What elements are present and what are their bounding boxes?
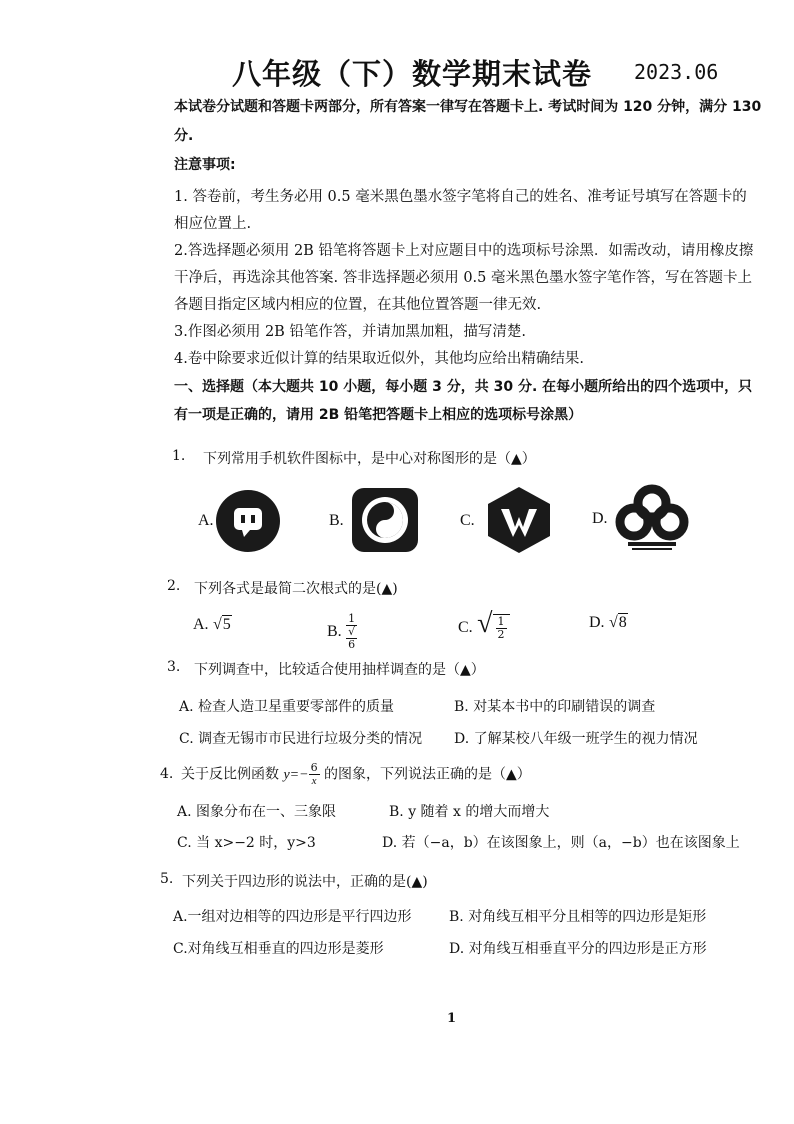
question-3-number: 3. <box>167 659 181 675</box>
sqrt-symbol: √ <box>477 608 493 639</box>
q1-option-a-label: A. <box>198 512 214 529</box>
q2-option-c-denominator: 2 <box>497 628 505 641</box>
q4-option-b: B. y 随着 x 的增大而增大 <box>389 804 550 820</box>
question-4-text <box>181 762 531 787</box>
question-2-number: 2. <box>167 578 181 594</box>
q2-option-a-radicand: 5 <box>222 616 231 633</box>
question-2-text: 下列各式是最简二次根式的是(▲) <box>194 581 398 597</box>
question-1-text: 下列常用手机软件图标中，是中心对称图形的是（▲） <box>203 451 536 467</box>
three-ring-cloud-icon <box>612 484 692 558</box>
exam-date: 2023.06 <box>634 60 719 84</box>
question-3-text: 下列调查中，比较适合使用抽样调查的是（▲） <box>194 662 485 678</box>
page-number: 1 <box>447 1011 457 1026</box>
q2-option-d-radicand: 8 <box>618 614 627 631</box>
q4-fraction-numerator: 6 <box>310 761 318 774</box>
note-2-line-1: 2.答选择题必须用 2B 铅笔将答题卡上对应题目中的选项标号涂黑．如需改动，请用橡皮擦 <box>174 243 754 259</box>
notes-heading: 注意事项: <box>174 157 236 173</box>
note-2-line-3: 各题目指定区域内相应的位置，在其他位置答题一律无效. <box>174 297 542 313</box>
question-5-number: 5. <box>160 871 174 887</box>
note-2-line-2: 干净后，再选涂其他答案. 答非选择题必须用 0.5 毫米黑色墨水签字笔作答，写在答题卡上 <box>174 270 752 286</box>
q2-option-c-numerator: 1 <box>497 615 505 628</box>
q4-fraction-denominator: x <box>311 775 317 787</box>
section-1-line-1: 一、选择题（本大题共 10 小题，每小题 3 分，共 30 分. 在每小题所给出的四个选项中，只 <box>174 379 753 395</box>
q2-option-b-numerator: 1 <box>348 612 356 625</box>
q2-option-b-denominator: √ 6 <box>348 625 356 651</box>
q4-function-lhs: y=− <box>283 767 309 783</box>
question-4-text-post: 的图象，下列说法正确的是（▲） <box>324 766 531 783</box>
q4-option-c: C. 当 x>−2 时，y>3 <box>177 835 316 851</box>
q5-option-d: D. 对角线互相垂直平分的四边形是正方形 <box>449 941 707 957</box>
q2-option-b-label: B. <box>327 623 342 640</box>
q4-option-d: D. 若（−a，b）在该图象上，则（a，−b）也在该图象上 <box>382 835 740 851</box>
q5-option-c: C.对角线互相垂直的四边形是菱形 <box>173 941 384 957</box>
note-3: 3.作图必须用 2B 铅笔作答，并请加黑加粗，描写清楚. <box>174 324 527 340</box>
w-hexagon-app-icon <box>484 485 554 559</box>
question-4-number: 4. <box>160 766 174 782</box>
q4-function-fraction <box>309 762 320 787</box>
s-swirl-app-icon <box>350 486 420 558</box>
sqrt-symbol: √ <box>213 616 222 633</box>
question-1-number: 1. <box>172 448 186 464</box>
q3-option-c: C. 调查无锡市市民进行垃圾分类的情况 <box>179 731 423 747</box>
note-1-line-1: 1. 答卷前，考生务必用 0.5 毫米黑色墨水签字笔将自己的姓名、准考证号填写在答题卡的 <box>174 189 747 205</box>
sqrt-symbol: √ <box>609 614 618 631</box>
question-5-text: 下列关于四边形的说法中，正确的是(▲) <box>182 874 428 890</box>
q1-option-d-label: D. <box>592 510 608 527</box>
q4-option-a: A. 图象分布在一、三象限 <box>177 804 337 820</box>
q2-option-d <box>589 614 628 632</box>
q2-option-b-fraction <box>346 613 357 651</box>
q5-option-b: B. 对角线互相平分且相等的四边形是矩形 <box>449 909 707 925</box>
q2-option-d-label: D. <box>589 614 605 631</box>
q2-option-c <box>458 608 510 642</box>
q1-option-b-label: B. <box>329 512 344 529</box>
intro-line-2: 分. <box>174 128 194 144</box>
q2-option-b <box>327 613 357 651</box>
note-4: 4.卷中除要求近似计算的结果取近似外，其他均应给出精确结果. <box>174 351 584 367</box>
q2-option-a-label: A. <box>193 616 209 633</box>
q3-option-b: B. 对某本书中的印刷错误的调查 <box>454 699 656 715</box>
chat-bubble-app-icon <box>214 488 282 558</box>
q3-option-d: D. 了解某校八年级一班学生的视力情况 <box>454 731 698 747</box>
q3-option-a: A. 检查人造卫星重要零部件的质量 <box>179 699 395 715</box>
exam-title: 八年级（下）数学期末试卷 <box>232 57 593 91</box>
q2-option-c-label: C. <box>458 619 473 636</box>
q2-option-c-fraction <box>493 614 510 642</box>
intro-line-1: 本试卷分试题和答题卡两部分，所有答案一律写在答题卡上. 考试时间为 120 分钟，满分 130 <box>174 99 762 115</box>
question-4-text-pre: 关于反比例函数 <box>181 766 279 783</box>
section-1-line-2: 有一项是正确的，请用 2B 铅笔把答题卡上相应的选项标号涂黑） <box>174 407 583 423</box>
q2-option-a <box>193 616 232 634</box>
q1-option-c-label: C. <box>460 512 475 529</box>
note-1-line-2: 相应位置上. <box>174 216 252 232</box>
q5-option-a: A.一组对边相等的四边形是平行四边形 <box>173 909 412 925</box>
